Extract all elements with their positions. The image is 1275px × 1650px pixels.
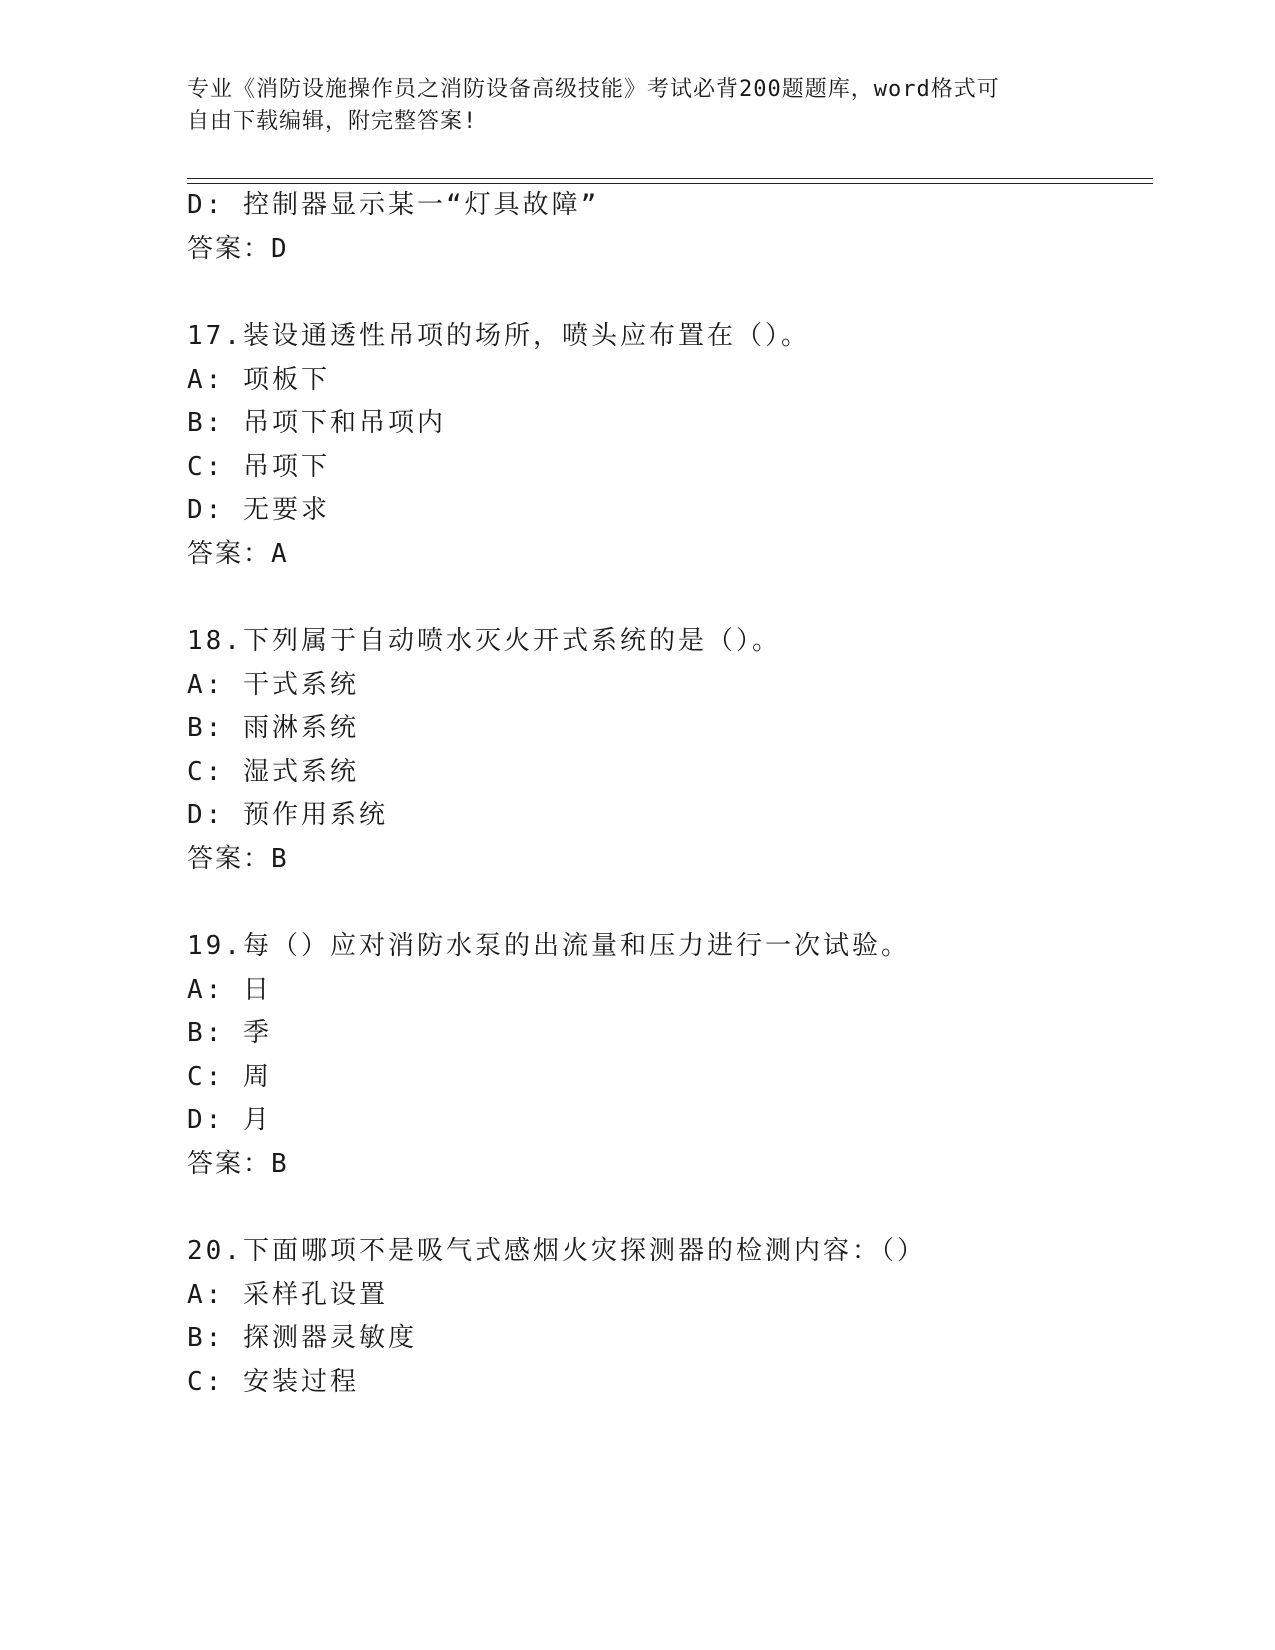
question-18-stem: 18.下列属于自动喷水灭火开式系统的是（）。	[187, 626, 781, 656]
answer-value: B	[271, 844, 288, 874]
question-17-option-d: D: 无要求	[187, 495, 330, 525]
question-17-stem: 17.装设通透性吊项的场所，喷头应布置在（）。	[187, 321, 810, 351]
header-line-1: 专业《消防设施操作员之消防设备高级技能》考试必背200题题库，word格式可	[187, 77, 1000, 102]
question-17-option-c: C: 吊项下	[187, 452, 330, 482]
question-19-option-d: D: 月	[187, 1105, 272, 1135]
question-17-answer	[187, 537, 288, 571]
question-18-option-b: B: 雨淋系统	[187, 713, 359, 743]
question-19-answer	[187, 1147, 288, 1181]
question-16-answer	[187, 232, 288, 266]
question-18-option-d: D: 预作用系统	[187, 800, 388, 830]
question-20-option-a: A: 采样孔设置	[187, 1280, 388, 1310]
question-18-option-c: C: 湿式系统	[187, 757, 359, 787]
question-19-option-b: B: 季	[187, 1018, 272, 1048]
document-header	[187, 74, 1087, 138]
header-divider-top	[187, 178, 1153, 179]
answer-label: 答案：	[187, 234, 272, 264]
answer-value: B	[271, 1149, 288, 1179]
question-20-option-c: C: 安装过程	[187, 1367, 359, 1397]
question-18-answer	[187, 842, 288, 876]
question-17-option-b: B: 吊项下和吊项内	[187, 408, 446, 438]
question-16-option-d: D: 控制器显示某一“灯具故障”	[187, 190, 600, 220]
question-17-option-a: A: 项板下	[187, 365, 330, 395]
question-20-option-b: B: 探测器灵敏度	[187, 1323, 417, 1353]
header-line-2: 自由下载编辑，附完整答案!	[187, 109, 478, 134]
answer-label: 答案：	[187, 844, 272, 874]
question-19-option-a: A: 日	[187, 975, 272, 1005]
answer-value: D	[271, 234, 288, 264]
question-19-option-c: C: 周	[187, 1062, 272, 1092]
answer-value: A	[271, 539, 288, 569]
question-20-stem: 20.下面哪项不是吸气式感烟火灾探测器的检测内容：（）	[187, 1236, 926, 1266]
question-19-stem: 19.每（）应对消防水泵的出流量和压力进行一次试验。	[187, 931, 910, 961]
answer-label: 答案：	[187, 1149, 272, 1179]
answer-label: 答案：	[187, 539, 272, 569]
header-divider-bottom	[187, 183, 1153, 184]
question-18-option-a: A: 干式系统	[187, 670, 359, 700]
